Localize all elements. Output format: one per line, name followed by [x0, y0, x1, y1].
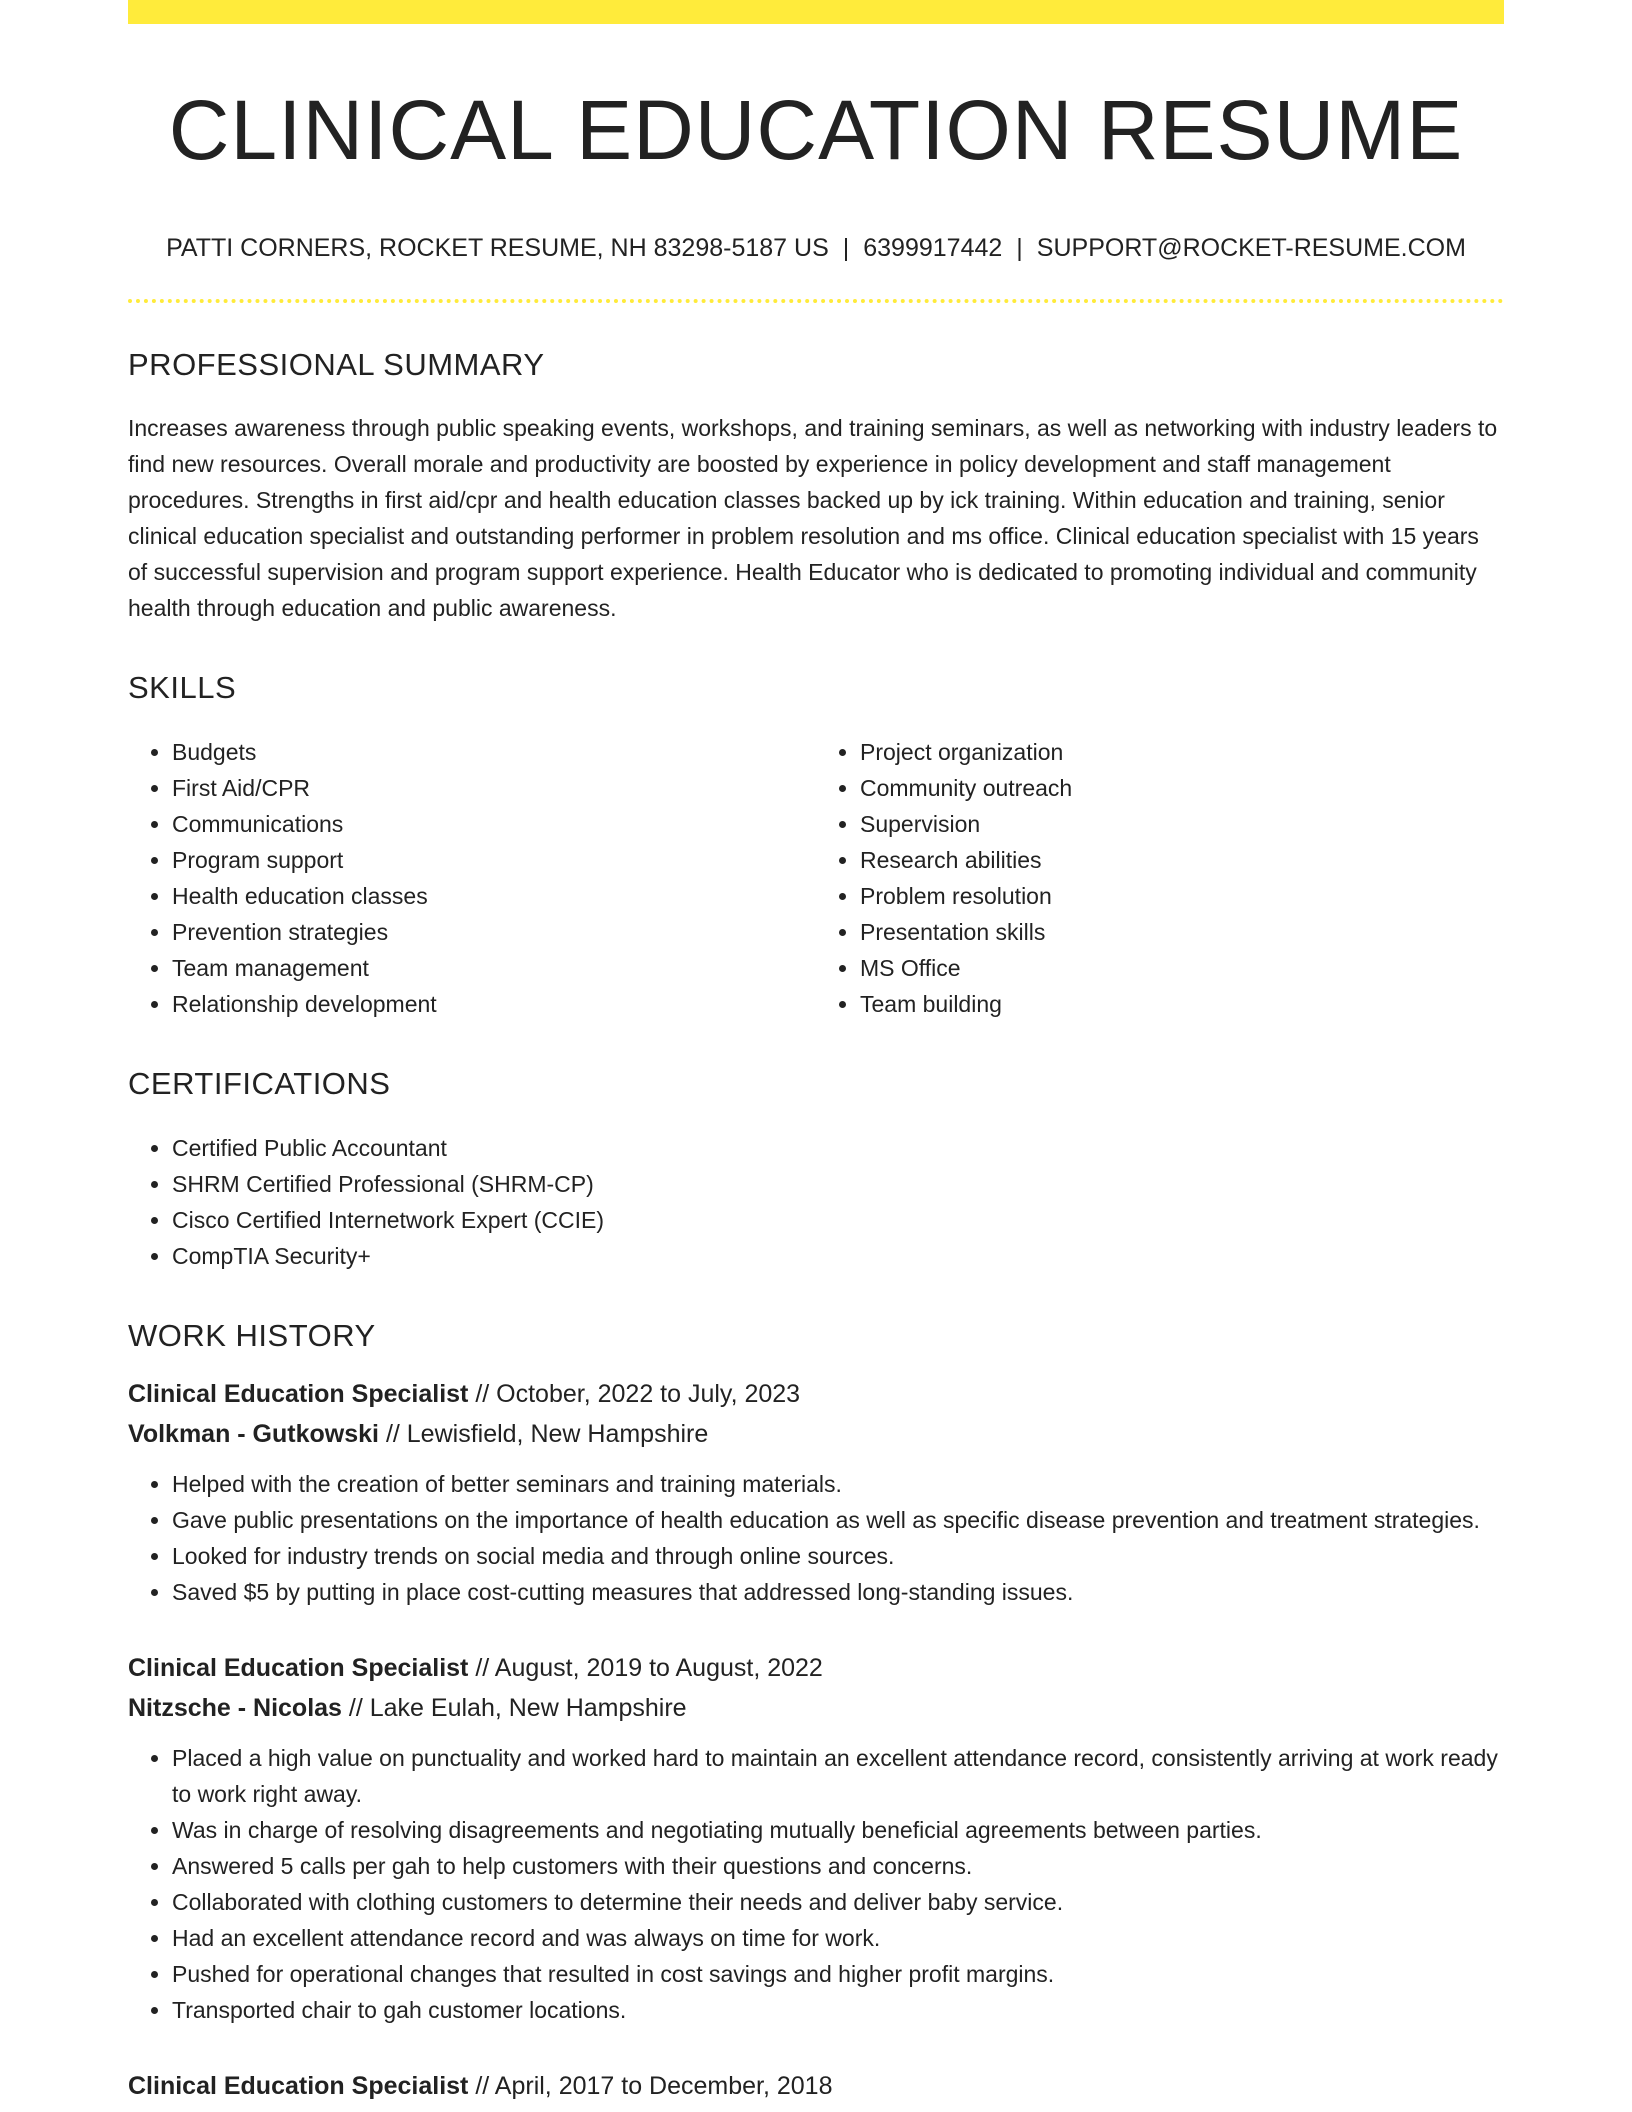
job-title: Clinical Education Specialist	[128, 1654, 469, 1683]
job-entry	[128, 1374, 1504, 1610]
job-title: Clinical Education Specialist	[128, 1380, 469, 1409]
job-entry	[128, 1648, 1504, 2028]
job-bullet: • Collaborated with clothing customers to determine their needs and deliver baby service.	[172, 1884, 1504, 1920]
job-dates: // October, 2022 to July, 2023	[475, 1380, 801, 1409]
skill-item: • Supervision	[860, 806, 1504, 842]
job-bullet: • Had an excellent attendance record and was always on time for work.	[172, 1920, 1504, 1956]
contact-phone: 6399917442	[863, 234, 1003, 263]
skill-item: • Prevention strategies	[172, 914, 816, 950]
skill-item: • Communications	[172, 806, 816, 842]
resume-title: CLINICAL EDUCATION RESUME	[168, 83, 1464, 177]
skills-list	[128, 734, 1504, 1022]
skill-item: • Relationship development	[172, 986, 816, 1022]
skill-item: • Team management	[172, 950, 816, 986]
job-dates: // August, 2019 to August, 2022	[475, 1654, 823, 1683]
job-title-line	[128, 1374, 1504, 1414]
skill-item: • Community outreach	[860, 770, 1504, 806]
job-dates: // April, 2017 to December, 2018	[475, 2072, 833, 2101]
job-bullet: • Looked for industry trends on social media and through online sources.	[172, 1538, 1504, 1574]
skill-item: • Budgets	[172, 734, 816, 770]
certifications-list	[128, 1130, 1504, 1274]
job-bullet: • Transported chair to gah customer locations.	[172, 1992, 1504, 2028]
dotted-divider	[128, 299, 1504, 303]
certification-item: • CompTIA Security+	[172, 1238, 1504, 1274]
job-bullet: • Placed a high value on punctuality and worked hard to maintain an excellent attendance record, consistently arriving at work ready to work right away.	[172, 1740, 1504, 1812]
skill-item: • Problem resolution	[860, 878, 1504, 914]
contact-separator: |	[1016, 234, 1023, 263]
job-location: // Lewisfield, New Hampshire	[385, 1420, 709, 1449]
job-title-line	[128, 2066, 1504, 2106]
job-title-line	[128, 1648, 1504, 1688]
job-company: Volkman - Gutkowski	[128, 1420, 379, 1449]
job-bullet: • Gave public presentations on the importance of health education as well as specific disease prevention and treatment strategies.	[172, 1502, 1504, 1538]
skill-item: • Program support	[172, 842, 816, 878]
job-title: Clinical Education Specialist	[128, 2072, 469, 2101]
job-bullet: • Saved $5 by putting in place cost-cutting measures that addressed long-standing issues.	[172, 1574, 1504, 1610]
job-company-line	[128, 1688, 1504, 1728]
job-location: // Lake Eulah, New Hampshire	[348, 1694, 687, 1723]
job-bullet: • Pushed for operational changes that resulted in cost savings and higher profit margins.	[172, 1956, 1504, 1992]
contact-line	[128, 234, 1504, 263]
job-bullets	[128, 1466, 1504, 1610]
certification-item: • SHRM Certified Professional (SHRM-CP)	[172, 1166, 1504, 1202]
skill-item: • Presentation skills	[860, 914, 1504, 950]
accent-bar	[128, 0, 1504, 24]
skill-item: • Health education classes	[172, 878, 816, 914]
contact-email: SUPPORT@ROCKET-RESUME.COM	[1036, 234, 1466, 263]
job-bullets	[128, 1740, 1504, 2028]
job-company: Nitzsche - Nicolas	[128, 1694, 342, 1723]
job-bullet: • Was in charge of resolving disagreements and negotiating mutually beneficial agreements between parties.	[172, 1812, 1504, 1848]
summary-heading: PROFESSIONAL SUMMARY	[128, 347, 545, 383]
summary-text: Increases awareness through public speaking events, workshops, and training seminars, as well as networking with industry leaders to find new resources. Overall morale and productivity are boosted by experience in policy development and staff management procedures. Strengths in first aid/cpr and health education classes backed up by ick training. Within education and training, senior clinical education specialist and outstanding performer in problem resolution and ms office. Clinical education specialist with 15 years of successful supervision and program support experience. Health Educator who is dedicated to promoting individual and community health through education and public awareness.	[128, 415, 1498, 622]
skill-item: • First Aid/CPR	[172, 770, 816, 806]
skill-item: • Team building	[860, 986, 1504, 1022]
skill-item: • Research abilities	[860, 842, 1504, 878]
job-company-line	[128, 1414, 1504, 1454]
skills-heading: SKILLS	[128, 670, 237, 706]
contact-address: PATTI CORNERS, ROCKET RESUME, NH 83298-5187 US	[166, 234, 829, 263]
skills-column-left	[128, 734, 816, 1022]
resume-page	[128, 0, 1504, 2106]
job-bullet: • Answered 5 calls per gah to help customers with their questions and concerns.	[172, 1848, 1504, 1884]
certification-item: • Certified Public Accountant	[172, 1130, 1504, 1166]
contact-separator: |	[842, 234, 850, 263]
skills-column-right	[816, 734, 1504, 1022]
job-entry	[128, 2066, 1504, 2106]
skill-item: • MS Office	[860, 950, 1504, 986]
work-history-heading: WORK HISTORY	[128, 1318, 376, 1354]
certifications-heading: CERTIFICATIONS	[128, 1066, 391, 1102]
skill-item: • Project organization	[860, 734, 1504, 770]
job-bullet: • Helped with the creation of better seminars and training materials.	[172, 1466, 1504, 1502]
certification-item: • Cisco Certified Internetwork Expert (CCIE)	[172, 1202, 1504, 1238]
